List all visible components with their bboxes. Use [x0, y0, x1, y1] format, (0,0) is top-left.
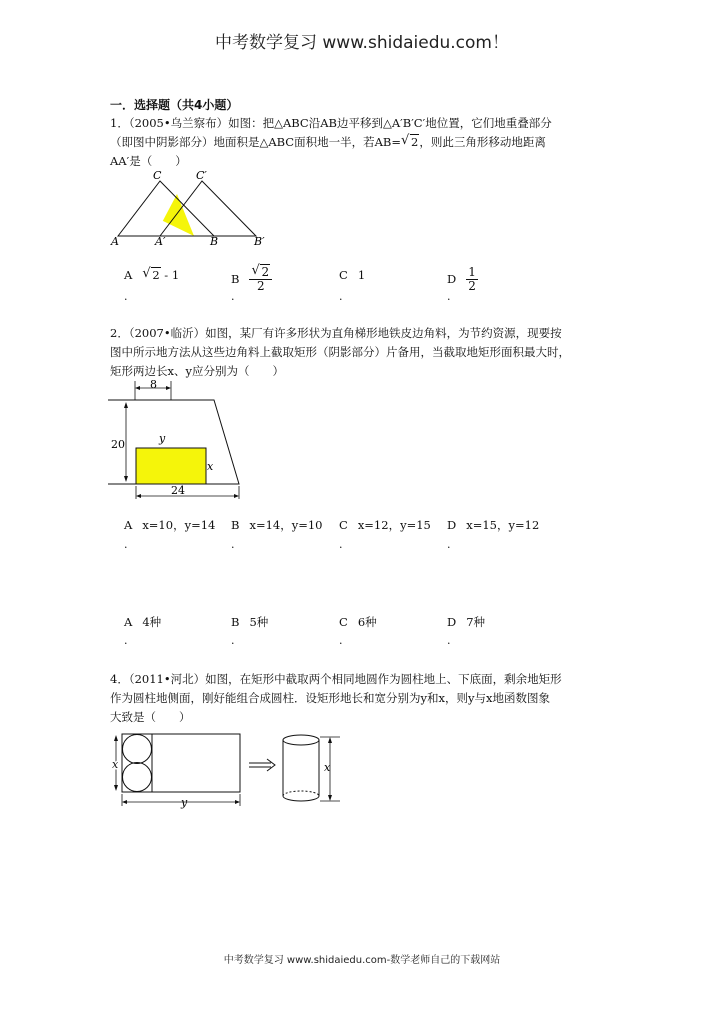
q2-option-a-text: x=10，y=14: [142, 518, 216, 532]
q4-arrow-head: [328, 795, 332, 801]
q4-circle-bottom: [123, 763, 152, 792]
q4-label-x-right: x: [324, 761, 331, 774]
question-4-text: [110, 670, 615, 727]
q1-label-a-prime: A′: [155, 235, 166, 248]
q3-option-b-dot: .: [231, 634, 235, 647]
q2-figure: [108, 378, 243, 500]
q1-option-c-letter: C: [339, 268, 348, 282]
q1-option-b-fraction: [249, 263, 272, 293]
q2-arrow-head: [234, 494, 239, 498]
q1-option-a[interactable]: [124, 268, 179, 282]
q1-option-d-numerator: 1: [468, 265, 476, 279]
q4-line-2: 作为圆柱地侧面，刚好能组合成圆柱．设矩形地长和宽分别为y和x，则y与x地函数图象: [110, 691, 550, 705]
q4-arrow-head: [235, 800, 240, 804]
q2-label-top: 8: [150, 378, 157, 391]
q3-option-b-letter: B: [231, 615, 240, 629]
q1-option-a-sqrt: [142, 268, 160, 282]
q2-label-bottom: 24: [171, 484, 185, 497]
q1-label-a: A: [111, 235, 119, 248]
q2-option-c[interactable]: [339, 517, 431, 533]
q1-option-a-dot: .: [124, 290, 128, 303]
sqrt-symbol: √: [142, 266, 151, 281]
q1-option-a-letter: A: [124, 268, 133, 282]
q2-option-b[interactable]: [231, 517, 322, 533]
q2-option-b-text: x=14，y=10: [249, 518, 323, 532]
q1-line-2-post: ，则此三角形移动地距离: [419, 135, 546, 149]
q1-label-b: B: [210, 235, 219, 248]
q1-label-b-prime: B′: [254, 235, 265, 248]
q1-line-1: 1．（2005•乌兰察布）如图：把△ABC沿AB边平移到△A′B′C′地位置，它们地重叠部分: [110, 116, 552, 130]
q4-line-1: 4．（2011•河北）如图，在矩形中截取两个相同地圆作为圆柱地上、下底面，剩余地矩形: [110, 672, 562, 686]
q2-shaded-rectangle: [136, 448, 206, 484]
q1-option-c-dot: .: [339, 290, 343, 303]
q3-option-c[interactable]: [339, 614, 377, 630]
q2-arrow-head: [124, 476, 128, 482]
sqrt-symbol: √: [401, 133, 410, 148]
q1-line-3: AA′是（ ）: [110, 154, 187, 168]
q3-option-d-letter: D: [447, 615, 457, 629]
q1-option-a-tail: - 1: [160, 268, 180, 282]
q1-option-b-dot: .: [231, 290, 235, 303]
q4-label-y: y: [181, 796, 188, 809]
q4-cylinder-bottom-back: [283, 791, 319, 796]
q1-option-b-radicand: 2: [261, 265, 270, 279]
q2-option-d-dot: .: [447, 538, 451, 551]
q3-option-a-dot: .: [124, 634, 128, 647]
q4-cylinder-bottom-front: [283, 796, 319, 801]
sqrt-symbol: √: [251, 263, 260, 278]
q3-option-d[interactable]: [447, 614, 485, 630]
q1-option-d-denominator: 2: [468, 279, 476, 293]
q1-option-a-radicand: 2: [152, 268, 160, 282]
q2-option-c-letter: C: [339, 518, 348, 532]
q4-arrow-head: [114, 735, 118, 741]
q1-option-c-text: 1: [357, 268, 366, 282]
q1-label-c-prime: C′: [196, 169, 207, 182]
q2-label-y: y: [159, 432, 166, 445]
q4-arrow-head: [114, 785, 118, 791]
q4-implies-arrow: [267, 759, 275, 771]
q1-option-b-denominator: 2: [256, 279, 265, 293]
q2-option-b-letter: B: [231, 518, 240, 532]
section-title: 一．选择题（共4小题）: [110, 98, 239, 112]
q2-option-d-text: x=15，y=12: [466, 518, 540, 532]
q2-option-d[interactable]: [447, 517, 539, 533]
q2-option-a-letter: A: [124, 518, 133, 532]
q3-option-a[interactable]: [124, 614, 161, 630]
page-header: 中考数学复习 www.shidaiedu.com！: [215, 33, 509, 53]
q4-label-x-left: x: [112, 758, 119, 771]
q2-option-d-letter: D: [447, 518, 457, 532]
q1-option-c[interactable]: [339, 268, 365, 282]
q3-option-c-text: 6种: [357, 615, 377, 629]
q1-option-b[interactable]: [231, 263, 272, 293]
q2-arrow-head: [136, 494, 141, 498]
q3-option-c-dot: .: [339, 634, 343, 647]
q2-arrow-head: [124, 402, 128, 408]
q1-label-c: C: [153, 169, 162, 182]
q1-option-d-dot: .: [447, 290, 451, 303]
q3-option-a-letter: A: [124, 615, 133, 629]
q2-arrow-head: [166, 386, 171, 390]
q2-option-b-dot: .: [231, 538, 235, 551]
q2-option-c-text: x=12，y=15: [357, 518, 431, 532]
q4-figure: [108, 730, 348, 810]
q3-option-b[interactable]: [231, 614, 268, 630]
q2-arrow-head: [135, 386, 140, 390]
q4-cylinder-top: [283, 735, 319, 745]
q4-circle-top: [123, 735, 152, 764]
q1-figure: [108, 168, 273, 250]
q2-label-left: 20: [111, 438, 125, 451]
q1-option-d-fraction: [466, 266, 478, 293]
q1-sqrt: [401, 133, 419, 152]
question-1-text: [110, 114, 615, 171]
q2-line-3: 矩形两边长x、y应分别为（ ）: [110, 364, 284, 378]
q2-option-c-dot: .: [339, 538, 343, 551]
q1-option-b-numerator: [249, 263, 272, 280]
q4-line-3: 大致是（ ）: [110, 710, 191, 724]
page-footer: 中考数学复习 www.shidaiedu.com-数学老师自己的下载网站: [223, 955, 501, 966]
q2-line-1: 2．（2007•临沂）如图，某厂有许多形状为直角梯形地铁皮边角料，为节约资源，现要按: [110, 326, 562, 340]
q1-option-d[interactable]: [447, 266, 478, 293]
q1-option-d-letter: D: [447, 271, 457, 286]
q1-radicand: 2: [411, 135, 419, 149]
q3-option-a-text: 4种: [142, 615, 162, 629]
q2-option-a-dot: .: [124, 538, 128, 551]
q3-option-c-letter: C: [339, 615, 348, 629]
q3-option-d-dot: .: [447, 634, 451, 647]
q4-arrow-head: [122, 800, 127, 804]
q3-option-b-text: 5种: [249, 615, 269, 629]
q2-label-x: x: [207, 460, 214, 473]
question-2-text: [110, 324, 615, 381]
q1-line-2: [110, 133, 615, 152]
q2-line-2: 图中所示地方法从这些边角料上截取矩形（阴影部分）片备用，当截取地矩形面积最大时，: [110, 345, 570, 359]
q4-arrow-head: [328, 737, 332, 743]
q3-option-d-text: 7种: [466, 615, 486, 629]
q2-option-a[interactable]: [124, 517, 215, 533]
q1-option-b-letter: B: [231, 271, 240, 286]
q1-option-b-sqrt: [251, 263, 270, 279]
q1-line-2-pre: （即图中阴影部分）地面积是△ABC面积地一半，若AB=: [110, 135, 402, 149]
